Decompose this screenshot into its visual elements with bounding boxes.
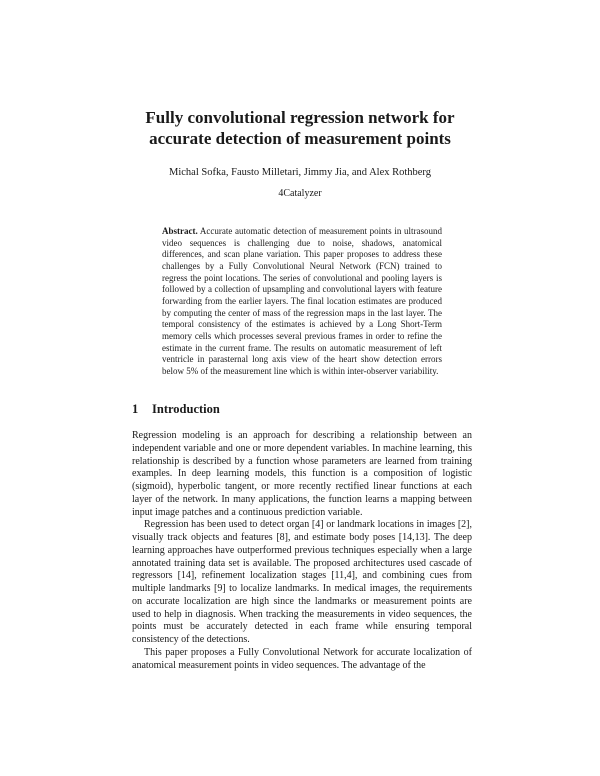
body-paragraph: This paper proposes a Fully Convolutional Network for accurate localization of anatomical measurement points in video sequences. The advantage of the xyxy=(132,646,472,671)
abstract-text: Accurate automatic detection of measurement points in ultrasound video sequences is challenging due to noise, shadows, anatomical differences, and scan plane variation. This paper proposes to address these challenges by a Fully Convolutional Neural Network (FCN) trained to regress the point locations. The series of convolutional and pooling layers is followed by a collection of upsampling and convolutional layers with feature forwarding from the earlier layers. The final location estimates are produced by computing the center of mass of the regression maps in the last layer. The temporal consistency of the estimates is achieved by a Long Short-Term memory cells which processes several previous frames in order to refine the estimate in the current frame. The results on automatic measurement of left ventricle in parasternal long axis view of the heart show detection errors below 5% of the measurement line which is within inter-observer variability. xyxy=(162,226,442,376)
section-title: Introduction xyxy=(152,402,220,416)
abstract-label: Abstract. xyxy=(162,226,198,236)
title-line-1: Fully convolutional regression network for xyxy=(145,108,455,127)
paper-title xyxy=(100,107,500,149)
section-number: 1 xyxy=(132,402,139,416)
section-heading xyxy=(132,402,220,417)
body-paragraph: Regression has been used to detect organ [4] or landmark locations in images [2], visually track objects and features [8], and estimate body poses [14,13]. The deep learning approaches have outperformed previous techniques especially when a large annotated training data set is available. The proposed architectures used cascade of regressors [14], refinement localization stages [11,4], and combining cues from multiple landmarks [9] to localize landmarks. In medical images, the requirements on accurate localization are high since the landmarks or measurement points are used to help in diagnosis. When tracking the measurements in video sequences, the points must be accurately detected in each frame while ensuring temporal consistency of the detections. xyxy=(132,519,472,645)
author-list: Michal Sofka, Fausto Milletari, Jimmy Jia, and Alex Rothberg xyxy=(169,167,431,178)
affiliation: 4Catalyzer xyxy=(278,188,322,199)
title-line-2: accurate detection of measurement points xyxy=(149,129,451,148)
abstract xyxy=(162,226,442,378)
body-paragraph: Regression modeling is an approach for describing a relationship between an independent variable and one or more dependent variables. In machine learning, this relationship is described by a function whose parameters are learned from training examples. In deep learning models, this function is a composition of logistic (sigmoid), hyperbolic tangent, or more recently rectified linear functions at each layer of the network. In many applications, the function learns a mapping between input image patches and a continuous prediction variable. xyxy=(132,430,472,518)
section-body xyxy=(132,430,472,672)
